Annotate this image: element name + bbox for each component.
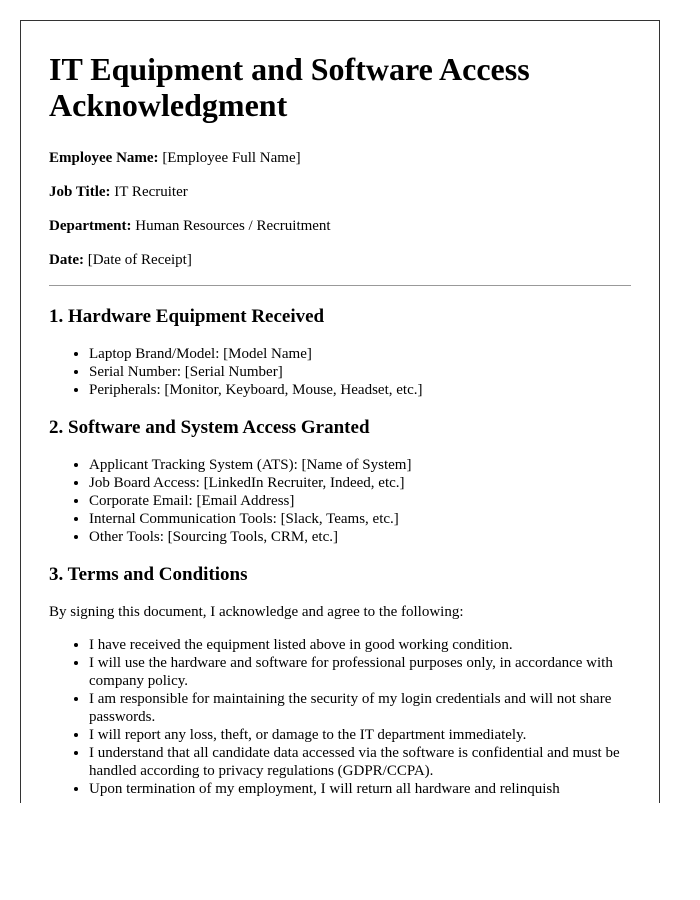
list-item: • I am responsible for maintaining the security of my login credentials and will not share passwords. [89,690,631,726]
hardware-list [49,345,631,399]
terms-list [49,636,631,798]
date-field [49,251,631,269]
list-item: • Applicant Tracking System (ATS): [Name of System] [89,456,631,474]
section-heading-terms: 3. Terms and Conditions [49,564,248,585]
section-heading-software: 2. Software and System Access Granted [49,417,370,438]
field-label: Job Title: [49,184,111,200]
list-item: • Peripherals: [Monitor, Keyboard, Mouse, Headset, etc.] [89,381,631,399]
job-title-field [49,183,631,201]
document-title: IT Equipment and Software Access Acknowledgment [49,51,530,123]
field-value: IT Recruiter [114,184,188,200]
terms-intro: By signing this document, I acknowledge and agree to the following: [49,604,464,620]
field-label: Employee Name: [49,150,159,166]
field-label: Date: [49,252,84,268]
software-list [49,456,631,546]
field-value: [Date of Receipt] [87,252,192,268]
list-item: • Internal Communication Tools: [Slack, Teams, etc.] [89,510,631,528]
section-heading-hardware: 1. Hardware Equipment Received [49,306,325,327]
list-item: • Corporate Email: [Email Address] [89,492,631,510]
document-page [20,20,660,803]
department-field [49,217,631,235]
field-value: [Employee Full Name] [162,150,301,166]
field-value: Human Resources / Recruitment [135,218,331,234]
section-divider [49,285,631,286]
list-item: • I understand that all candidate data accessed via the software is confidential and must be handled according to privacy regulations (GDPR/CCPA). [89,744,631,780]
list-item: • Upon termination of my employment, I will return all hardware and relinquish [89,780,631,798]
field-label: Department: [49,218,132,234]
list-item: • Laptop Brand/Model: [Model Name] [89,345,631,363]
list-item: • I will report any loss, theft, or damage to the IT department immediately. [89,726,631,744]
list-item: • I have received the equipment listed above in good working condition. [89,636,631,654]
list-item: • Other Tools: [Sourcing Tools, CRM, etc.] [89,528,631,546]
list-item: • Serial Number: [Serial Number] [89,363,631,381]
employee-name-field [49,149,631,167]
list-item: • Job Board Access: [LinkedIn Recruiter, Indeed, etc.] [89,474,631,492]
list-item: • I will use the hardware and software for professional purposes only, in accordance with company policy. [89,654,631,690]
